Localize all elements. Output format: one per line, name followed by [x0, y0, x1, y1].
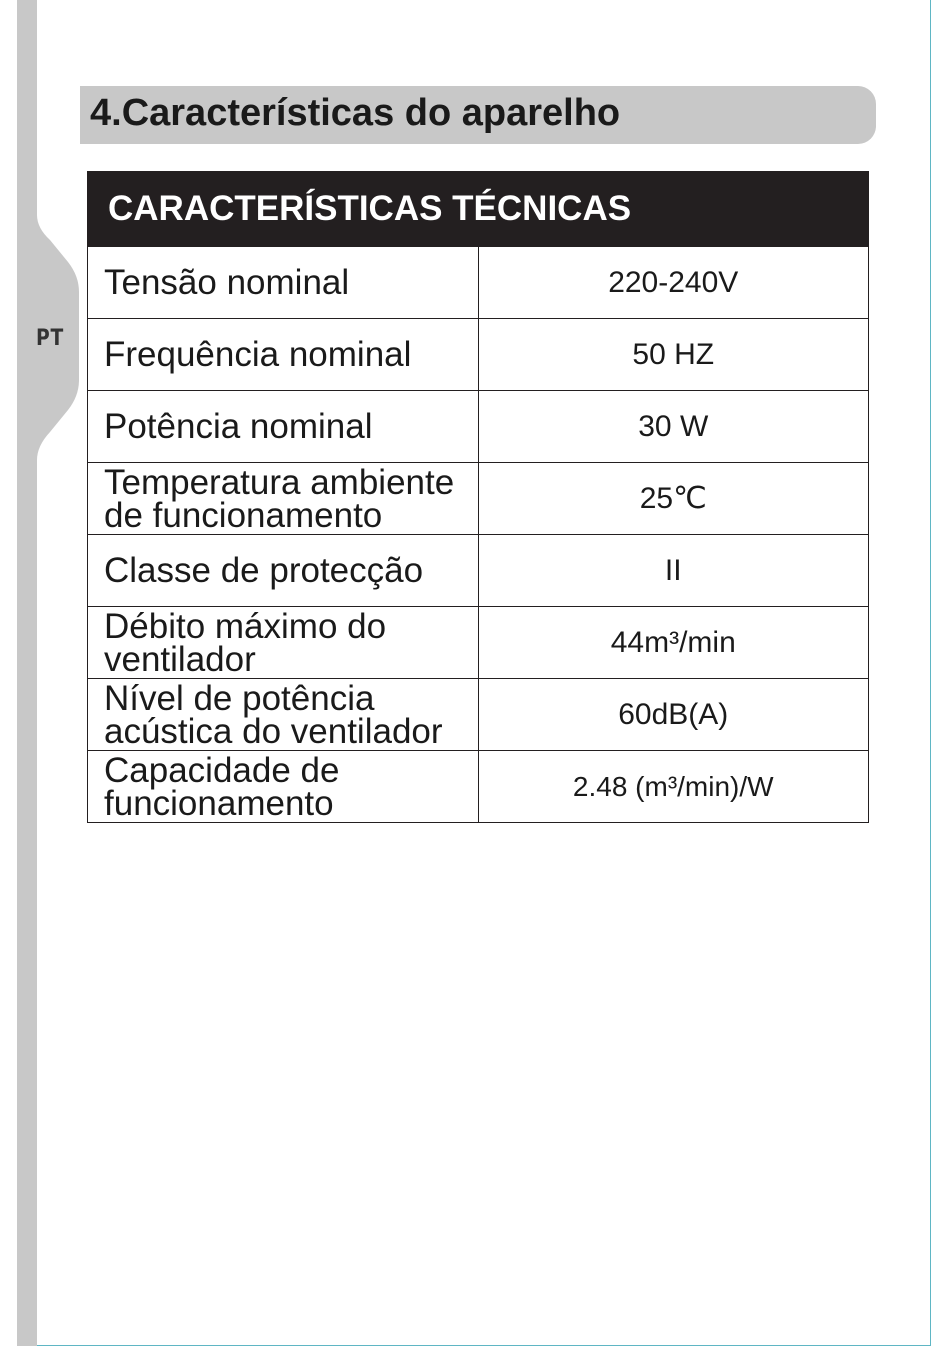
table-row — [88, 751, 869, 823]
row-label: Frequência nominal — [88, 319, 479, 391]
row-label: Classe de protecção — [88, 535, 479, 607]
table-row — [88, 391, 869, 463]
table-header: CARACTERÍSTICAS TÉCNICAS — [88, 172, 869, 247]
table-row — [88, 535, 869, 607]
language-tab-label: PT — [36, 326, 65, 351]
row-label: Temperatura ambiente de funcionamento — [88, 463, 479, 535]
table-row — [88, 319, 869, 391]
row-value: 44m³/min — [478, 607, 869, 679]
row-label: Débito máximo do ventilador — [88, 607, 479, 679]
row-value: II — [478, 535, 869, 607]
section-header — [80, 86, 876, 144]
row-label: Capacidade de funcionamento — [88, 751, 479, 823]
row-label: Tensão nominal — [88, 247, 479, 319]
row-value: 50 HZ — [478, 319, 869, 391]
row-value: 2.48 (m³/min)/W — [478, 751, 869, 823]
table-header-row — [88, 172, 869, 247]
row-value: 220-240V — [478, 247, 869, 319]
row-label: Nível de potência acústica do ventilador — [88, 679, 479, 751]
section-title: 4.Características do aparelho — [90, 92, 621, 134]
row-label: Potência nominal — [88, 391, 479, 463]
row-value: 30 W — [478, 391, 869, 463]
row-value: 60dB(A) — [478, 679, 869, 751]
technical-specs-table — [87, 171, 869, 823]
table-row — [88, 463, 869, 535]
table-row — [88, 607, 869, 679]
row-value: 25℃ — [478, 463, 869, 535]
table-row — [88, 679, 869, 751]
table-row — [88, 247, 869, 319]
